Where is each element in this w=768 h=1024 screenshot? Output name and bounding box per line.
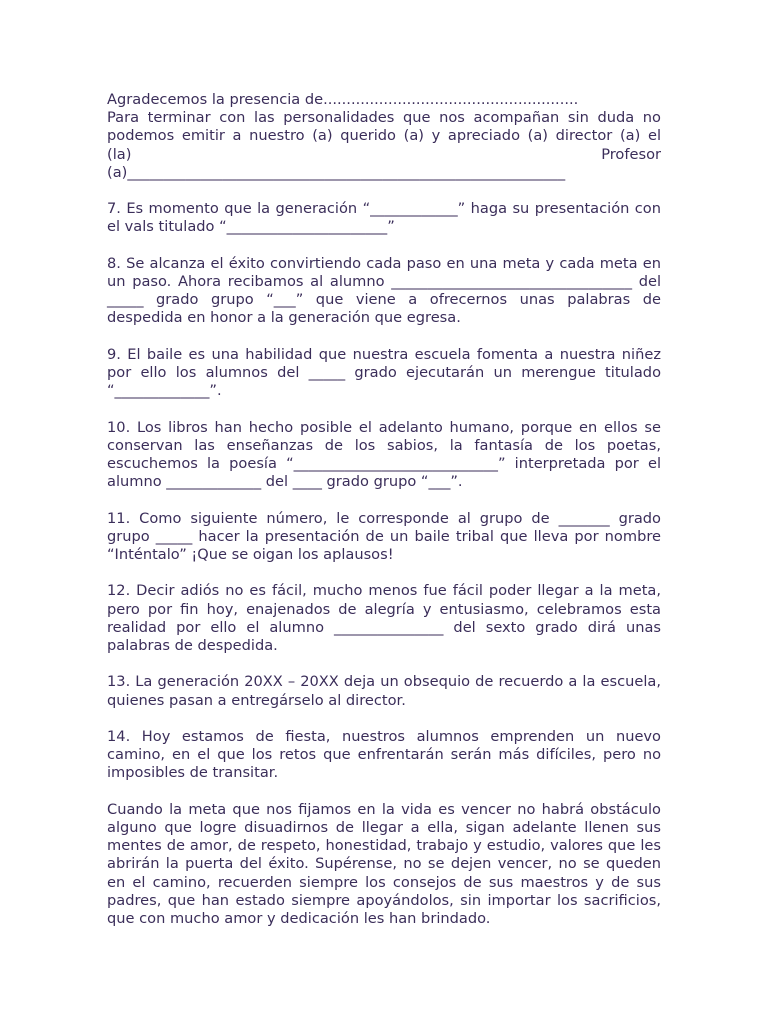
intro-line-2: Para terminar con las personalidades que nos acompañan sin duda no [107,109,661,127]
intro-line-3: podemos emitir a nuestro (a) querido (a) y apreciado (a) director (a) el [107,127,661,145]
intro-paragraph [107,91,661,182]
document-page [107,91,661,946]
intro-line-4 [107,146,661,164]
closing-paragraph: Cuando la meta que nos fijamos en la vida es vencer no habrá obstáculo alguno que logre disuadirnos de llegar a ella, sigan adelante llenen sus mentes de amor, de respeto, honestidad, trabajo y estudio, valores que les abrirán la puerta del éxito. Supérense, no se dejen vencer, no se queden en el camino, recuerden siempre los consejos de sus maestros y de sus padres, que han estado siempre apoyándolos, sin importar los sacrificios, que con mucho amor y dedicación les han brindado. [107,800,661,927]
intro-line-4-text: (la) Profesor [107,145,661,163]
paragraph-7: 7. Es momento que la generación “____________” haga su presentación con el vals titulado “______________________” [107,200,661,236]
intro-line-5: (a)____________________________________________________________ [107,163,566,181]
paragraph-11: 11. Como siguiente número, le corresponde al grupo de _______ grado grupo _____ hacer la presentación de un baile tribal que lleva por nombre “Inténtalo” ¡Que se oigan los aplausos! [107,509,661,563]
paragraph-13: 13. La generación 20XX – 20XX deja un obsequio de recuerdo a la escuela, quienes pasan a entregárselo al director. [107,673,661,709]
paragraph-9: 9. El baile es una habilidad que nuestra escuela fomenta a nuestra niñez por ello los alumnos del _____ grado ejecutarán un merengue titulado “_____________”. [107,345,661,400]
paragraph-14: 14. Hoy estamos de fiesta, nuestros alumnos emprenden un nuevo camino, en el que los retos que enfrentarán serán más difíciles, pero no imposibles de transitar. [107,727,661,782]
paragraph-12: 12. Decir adiós no es fácil, mucho menos fue fácil poder llegar a la meta, pero por fin hoy, enajenados de alegría y entusiasmo, celebramos esta realidad por ello el alumno _______________ del sexto grado dirá unas palabras de despedida. [107,582,661,654]
paragraph-8: 8. Se alcanza el éxito convirtiendo cada paso en una meta y cada meta en un paso. Ahora recibamos al alumno _________________________________ del _____ grado grupo “___” que viene a ofrecernos unas palabras de despedida en honor a la generación que egresa. [107,254,661,327]
paragraph-10: 10. Los libros han hecho posible el adelanto humano, porque en ellos se conservan las enseñanzas de los sabios, la fantasía de los poetas, escuchemos la poesía “____________________________” interpretada por el alumno _____________ del ____ grado grupo “___”. [107,418,661,491]
intro-line-1: Agradecemos la presencia de....................................................... [107,91,579,108]
